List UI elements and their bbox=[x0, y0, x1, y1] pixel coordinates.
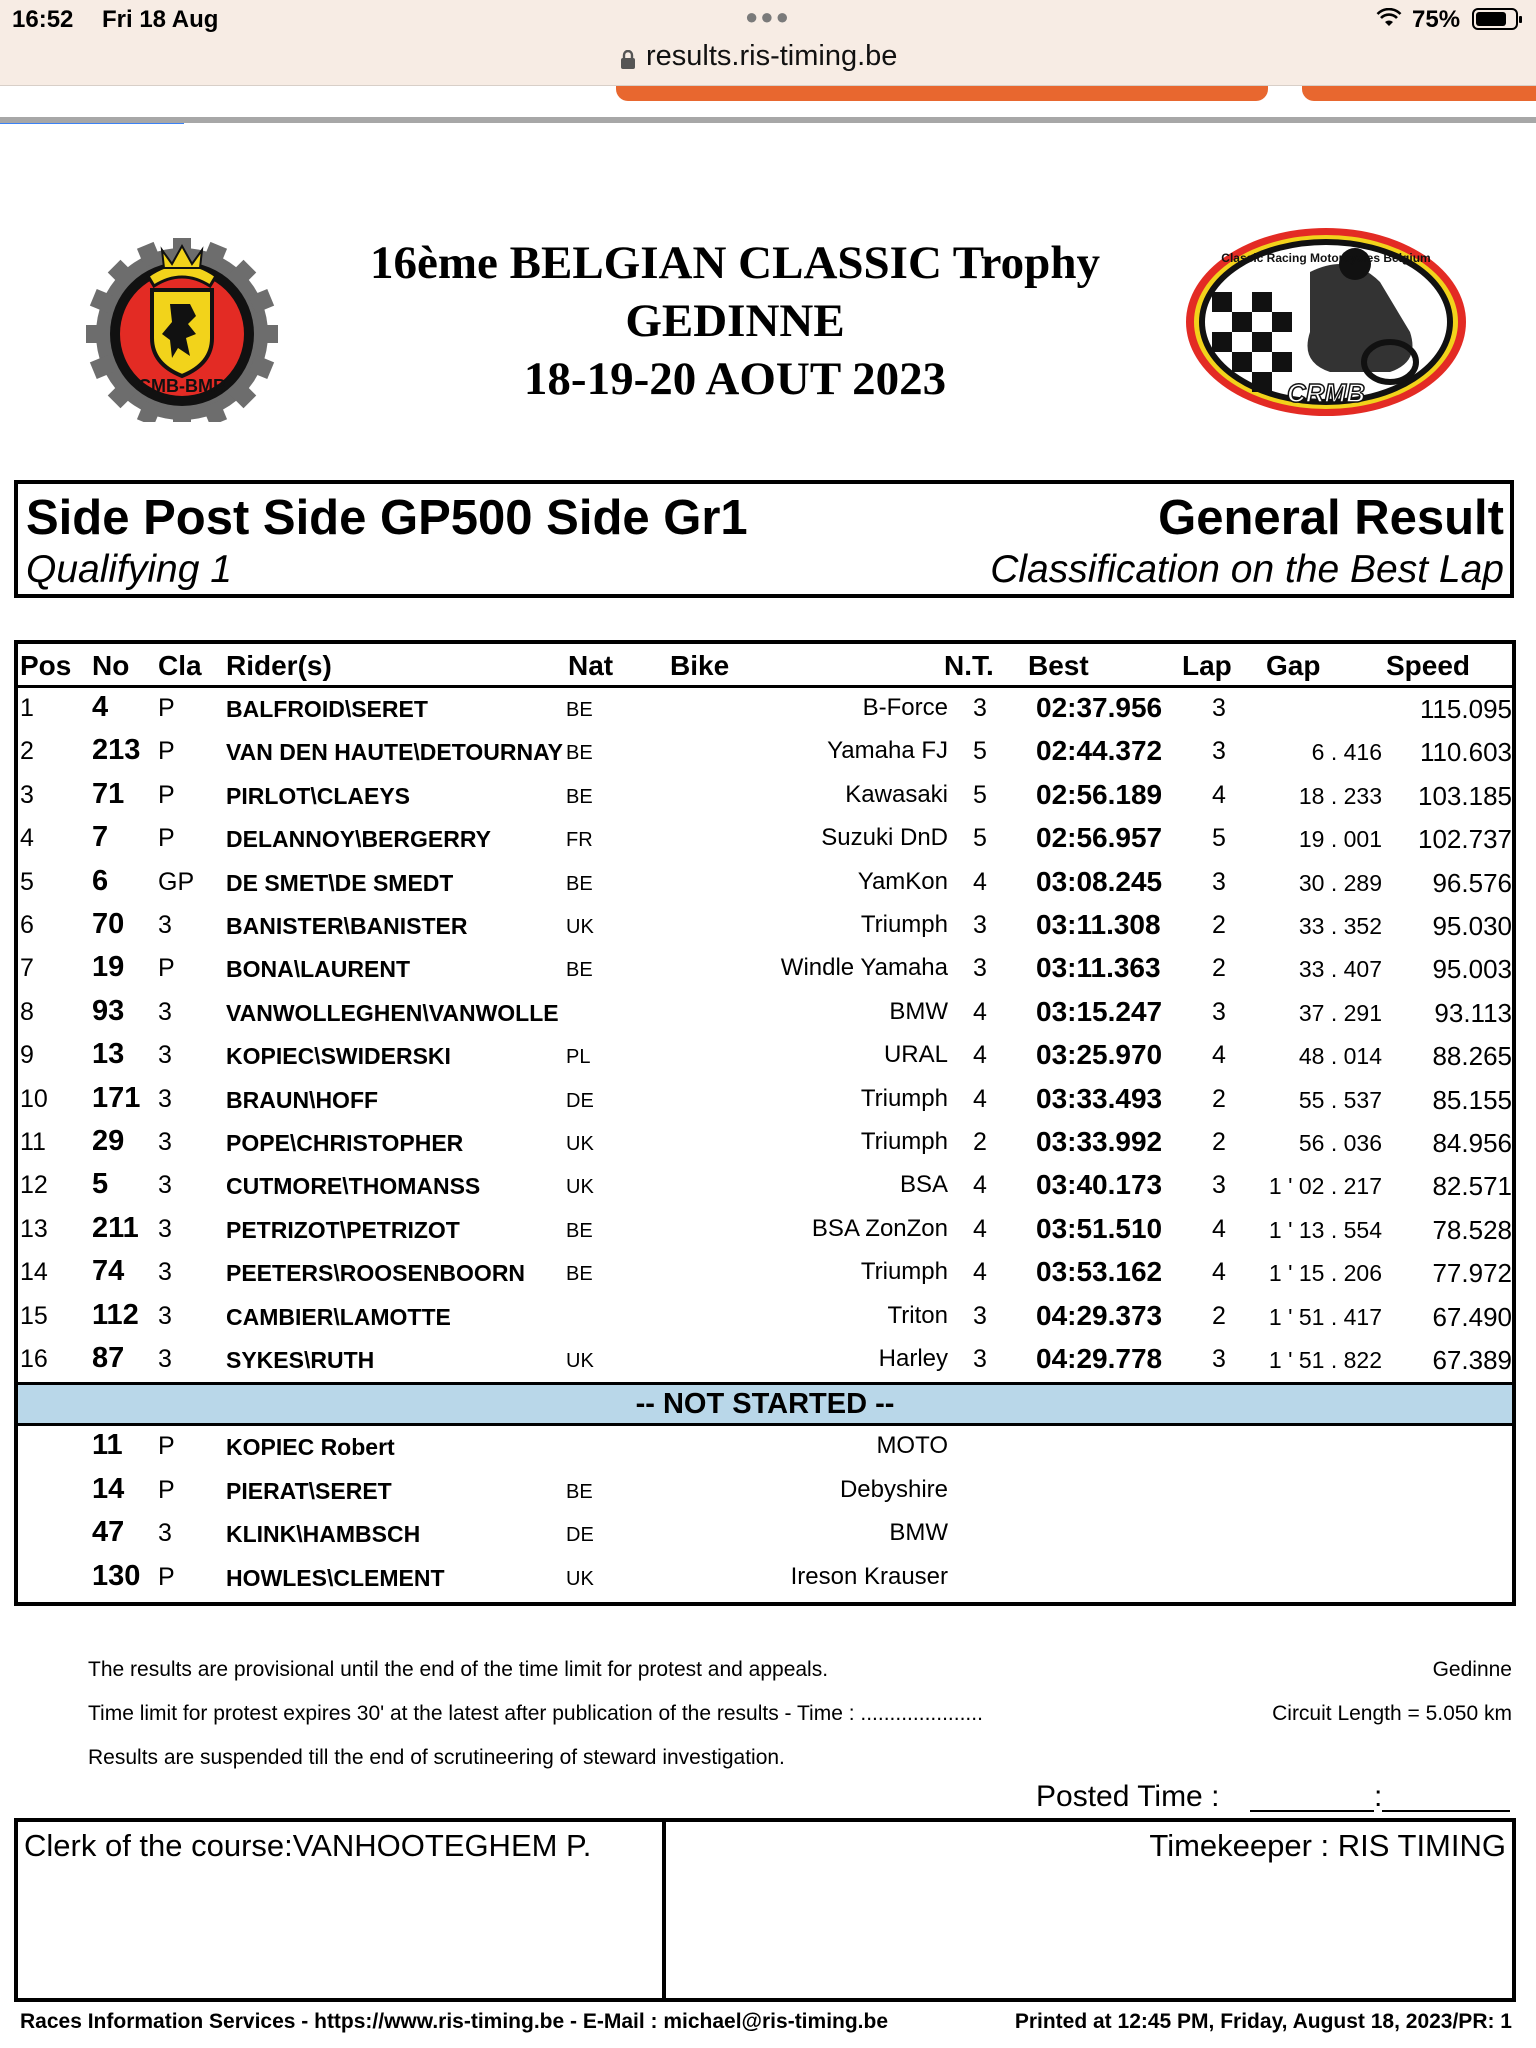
cell-cla: 3 bbox=[158, 1345, 172, 1373]
table-row bbox=[18, 1079, 1512, 1122]
not-started-row bbox=[18, 1426, 1512, 1469]
cell-nat: BE bbox=[566, 959, 593, 982]
cell-gap: 30 . 289 bbox=[1298, 869, 1382, 896]
header-best: Best bbox=[1028, 650, 1089, 681]
battery-percent: 75% bbox=[1412, 6, 1461, 33]
cell-pos: 12 bbox=[20, 1171, 48, 1200]
cell-pos: 2 bbox=[20, 737, 34, 766]
cell-lap: 2 bbox=[1212, 1301, 1226, 1330]
cell-best: 03:53.162 bbox=[1036, 1256, 1163, 1288]
result-type: General Result bbox=[1158, 491, 1504, 545]
cell-bike: MOTO bbox=[876, 1432, 948, 1460]
cell-nt: 3 bbox=[973, 694, 987, 722]
cell-rider: SYKES\RUTH bbox=[226, 1347, 375, 1373]
cell-bike: Triumph bbox=[860, 911, 948, 938]
cell-nat: BE bbox=[566, 785, 593, 808]
url-bar[interactable] bbox=[0, 40, 1536, 86]
not-started-row bbox=[18, 1557, 1512, 1600]
cell-speed: 67.490 bbox=[1432, 1301, 1512, 1332]
cell-gap: 55 . 537 bbox=[1298, 1086, 1382, 1113]
battery-icon bbox=[1472, 8, 1518, 30]
cell-nt: 5 bbox=[973, 824, 987, 853]
cell-no: 211 bbox=[92, 1211, 139, 1244]
circuit-length: Circuit Length = 5.050 km bbox=[1272, 1702, 1512, 1725]
venue: Gedinne bbox=[1432, 1658, 1512, 1681]
cell-cla: GP bbox=[158, 867, 195, 896]
cell-bike: BMW bbox=[889, 997, 948, 1025]
race-name: Side Post Side GP500 Side Gr1 bbox=[26, 491, 748, 545]
cell-no: 112 bbox=[92, 1298, 139, 1331]
table-row bbox=[18, 1122, 1512, 1165]
cell-no: 213 bbox=[92, 734, 141, 767]
table-row bbox=[18, 731, 1512, 774]
cell-nat: UK bbox=[566, 1350, 594, 1372]
cell-best: 04:29.373 bbox=[1036, 1299, 1163, 1331]
table-row bbox=[18, 688, 1512, 731]
header-cla: Cla bbox=[158, 650, 202, 681]
cell-nt: 5 bbox=[973, 737, 987, 766]
cell-nt: 4 bbox=[973, 1041, 987, 1070]
cell-best: 04:29.778 bbox=[1036, 1343, 1163, 1374]
posted-time-minutes-blank bbox=[1382, 1810, 1510, 1812]
header-speed: Speed bbox=[1386, 650, 1471, 681]
cell-no: 87 bbox=[92, 1342, 125, 1374]
table-row bbox=[18, 1296, 1512, 1339]
cell-best: 03:40.173 bbox=[1036, 1169, 1163, 1201]
cell-bike: Harley bbox=[878, 1345, 948, 1372]
cell-rider: KOPIEC\SWIDERSKI bbox=[226, 1043, 451, 1070]
cmb-bmb-logo bbox=[86, 222, 278, 422]
cell-rider: BANISTER\BANISTER bbox=[226, 913, 468, 939]
cell-speed: 77.972 bbox=[1432, 1258, 1512, 1289]
cell-pos: 1 bbox=[20, 694, 34, 722]
cell-lap: 2 bbox=[1212, 954, 1226, 983]
clerk-of-course: Clerk of the course:VANHOOTEGHEM P. bbox=[24, 1828, 592, 1863]
cell-speed: 85.155 bbox=[1432, 1084, 1512, 1115]
event-title-line-3: 18-19-20 AOUT 2023 bbox=[523, 353, 947, 405]
not-started-row bbox=[18, 1470, 1512, 1513]
cell-bike: Triton bbox=[887, 1301, 948, 1329]
header-bike: Bike bbox=[670, 650, 730, 681]
cell-pos: 10 bbox=[20, 1084, 48, 1113]
cell-nt: 4 bbox=[973, 1084, 987, 1113]
table-row bbox=[18, 775, 1512, 818]
cell-pos: 14 bbox=[20, 1258, 48, 1287]
cell-cla: P bbox=[158, 1562, 175, 1591]
cell-nat: FR bbox=[566, 829, 593, 852]
cell-best: 03:15.247 bbox=[1036, 995, 1163, 1027]
cell-nt: 5 bbox=[973, 780, 987, 809]
cell-lap: 3 bbox=[1212, 694, 1226, 722]
cell-rider: VAN DEN HAUTE\DETOURNAY bbox=[226, 739, 563, 766]
posted-time-hours-blank bbox=[1250, 1810, 1374, 1812]
cell-pos: 11 bbox=[20, 1128, 46, 1156]
cell-gap: 1 ' 13 . 554 bbox=[1268, 1216, 1382, 1243]
url-text[interactable]: results.ris-timing.be bbox=[646, 40, 898, 72]
lock-icon bbox=[620, 50, 636, 70]
not-started-row bbox=[18, 1513, 1512, 1556]
cell-cla: 3 bbox=[158, 1519, 172, 1548]
cell-rider: BRAUN\HOFF bbox=[226, 1086, 379, 1113]
table-row bbox=[18, 1339, 1512, 1382]
cell-lap: 2 bbox=[1212, 1128, 1226, 1156]
cell-nat: BE bbox=[566, 699, 593, 721]
cell-no: 171 bbox=[92, 1081, 141, 1114]
cell-rider: HOWLES\CLEMENT bbox=[226, 1564, 445, 1591]
cell-best: 03:11.308 bbox=[1036, 909, 1161, 940]
classification-method: Classification on the Best Lap bbox=[990, 548, 1504, 591]
header-lap: Lap bbox=[1182, 650, 1232, 681]
cell-no: 6 bbox=[92, 864, 109, 897]
logo-left-text: CMB-BMB bbox=[138, 376, 226, 396]
table-row bbox=[18, 818, 1512, 861]
cell-cla: 3 bbox=[158, 1084, 172, 1113]
cell-no: 130 bbox=[92, 1559, 141, 1592]
cell-best: 03:11.363 bbox=[1036, 952, 1161, 984]
cell-lap: 2 bbox=[1212, 911, 1226, 939]
cell-nat: UK bbox=[566, 1567, 594, 1590]
posted-time-separator: : bbox=[1374, 1780, 1383, 1813]
cell-rider: CUTMORE\THOMANSS bbox=[226, 1173, 481, 1200]
cell-best: 02:44.372 bbox=[1036, 735, 1163, 767]
cell-bike: B-Force bbox=[862, 694, 948, 721]
posted-time-label: Posted Time : bbox=[1036, 1780, 1220, 1813]
cell-nt: 4 bbox=[973, 997, 987, 1026]
event-title-line-1: 16ème BELGIAN CLASSIC Trophy bbox=[370, 237, 1100, 289]
results-table bbox=[14, 640, 1516, 1606]
cell-gap: 56 . 036 bbox=[1298, 1130, 1382, 1156]
timekeeper: Timekeeper : RIS TIMING bbox=[1149, 1828, 1506, 1863]
header-riders: Rider(s) bbox=[226, 650, 332, 681]
cell-pos: 5 bbox=[20, 867, 34, 896]
cell-bike: Debyshire bbox=[839, 1475, 948, 1503]
cell-cla: 3 bbox=[158, 1301, 172, 1330]
multitasking-dots-icon[interactable]: ●●● bbox=[745, 4, 791, 29]
cell-best: 03:33.493 bbox=[1036, 1082, 1163, 1114]
cell-bike: Triumph bbox=[860, 1084, 948, 1112]
cell-rider: PEETERS\ROOSENBOORN bbox=[226, 1260, 526, 1287]
cell-cla: 3 bbox=[158, 1128, 172, 1156]
cell-no: 11 bbox=[92, 1429, 123, 1462]
wifi-icon bbox=[1376, 8, 1402, 28]
cell-best: 02:56.189 bbox=[1036, 778, 1163, 810]
cell-rider: CAMBIER\LAMOTTE bbox=[226, 1303, 451, 1330]
cell-rider: PETRIZOT\PETRIZOT bbox=[226, 1216, 460, 1243]
cell-speed: 84.956 bbox=[1432, 1128, 1512, 1158]
cell-gap: 1 ' 15 . 206 bbox=[1268, 1260, 1382, 1287]
cell-gap: 1 ' 51 . 822 bbox=[1268, 1347, 1382, 1373]
header-no: No bbox=[92, 650, 130, 681]
cell-gap: 19 . 001 bbox=[1298, 826, 1382, 853]
table-row bbox=[18, 948, 1512, 991]
site-nav-tab[interactable] bbox=[616, 86, 1268, 101]
cell-nat: BE bbox=[566, 1219, 593, 1242]
cell-lap: 4 bbox=[1212, 780, 1226, 809]
table-row bbox=[18, 1209, 1512, 1252]
table-row bbox=[18, 862, 1512, 905]
cell-lap: 3 bbox=[1212, 997, 1226, 1026]
header-nt: N.T. bbox=[944, 650, 994, 681]
cell-nt: 3 bbox=[973, 1301, 987, 1330]
not-started-divider: -- NOT STARTED -- bbox=[18, 1382, 1512, 1426]
logo-right-text-top: Classic Racing Motorcycles Belgium bbox=[1221, 251, 1431, 265]
cell-lap: 4 bbox=[1212, 1214, 1226, 1243]
cell-no: 93 bbox=[92, 994, 125, 1027]
cell-nat: BE bbox=[566, 742, 593, 765]
cell-bike: Triumph bbox=[860, 1258, 948, 1286]
cell-nat: BE bbox=[566, 1263, 593, 1286]
status-date: Fri 18 Aug bbox=[102, 6, 219, 33]
cell-speed: 110.603 bbox=[1419, 737, 1512, 768]
header-nat: Nat bbox=[568, 650, 614, 681]
footer-credits: Races Information Services - https://www.ris-timing.be - E-Mail : michael@ris-timing.be bbox=[20, 2010, 889, 2033]
header-gap: Gap bbox=[1266, 650, 1321, 681]
cell-rider: PIRLOT\CLAEYS bbox=[226, 782, 411, 809]
site-nav-tab-2[interactable] bbox=[1302, 86, 1536, 101]
cell-nt: 4 bbox=[973, 1171, 987, 1200]
cell-speed: 78.528 bbox=[1432, 1214, 1512, 1245]
cell-bike: BSA ZonZon bbox=[811, 1214, 948, 1242]
signature-divider bbox=[662, 1822, 666, 1998]
cell-best: 02:37.956 bbox=[1036, 692, 1163, 723]
note-provisional: The results are provisional until the end of the time limit for protest and appeals. bbox=[88, 1658, 829, 1681]
cell-cla: P bbox=[158, 954, 175, 983]
note-suspended: Results are suspended till the end of scrutineering of steward investigation. bbox=[88, 1746, 785, 1769]
cell-pos: 16 bbox=[20, 1345, 48, 1373]
status-time: 16:52 bbox=[12, 6, 74, 33]
cell-no: 13 bbox=[92, 1038, 125, 1071]
cell-lap: 3 bbox=[1212, 1345, 1226, 1373]
cell-speed: 67.389 bbox=[1432, 1345, 1512, 1375]
cell-pos: 7 bbox=[20, 954, 34, 983]
cell-cla: 3 bbox=[158, 997, 172, 1026]
cell-pos: 8 bbox=[20, 997, 34, 1026]
cell-speed: 88.265 bbox=[1432, 1041, 1512, 1072]
note-protest-limit: Time limit for protest expires 30' at the latest after publication of the results - Time : ..................... bbox=[88, 1702, 983, 1725]
cell-gap: 1 ' 51 . 417 bbox=[1268, 1303, 1382, 1330]
cell-speed: 96.576 bbox=[1432, 867, 1512, 898]
cell-cla: 3 bbox=[158, 1214, 172, 1243]
cell-lap: 4 bbox=[1212, 1258, 1226, 1287]
cell-rider: DELANNOY\BERGERRY bbox=[226, 826, 491, 853]
cell-speed: 103.185 bbox=[1418, 780, 1512, 811]
cell-bike: Yamaha FJ bbox=[827, 737, 948, 765]
cell-bike: Triumph bbox=[860, 1128, 948, 1155]
cell-no: 5 bbox=[92, 1168, 109, 1201]
signature-box bbox=[14, 1818, 1516, 2002]
cell-rider: BALFROID\SERET bbox=[226, 696, 428, 722]
status-bar bbox=[0, 0, 1536, 40]
race-session: Qualifying 1 bbox=[26, 548, 232, 591]
cell-pos: 6 bbox=[20, 911, 34, 939]
cell-no: 71 bbox=[92, 777, 125, 810]
table-row bbox=[18, 1035, 1512, 1078]
cell-lap: 2 bbox=[1212, 1084, 1226, 1113]
cell-best: 03:25.970 bbox=[1036, 1039, 1163, 1071]
cell-lap: 3 bbox=[1212, 737, 1226, 766]
cell-gap: 48 . 014 bbox=[1298, 1043, 1382, 1070]
cell-lap: 3 bbox=[1212, 867, 1226, 896]
table-row bbox=[18, 992, 1512, 1035]
cell-nt: 3 bbox=[973, 1345, 987, 1373]
cell-cla: P bbox=[158, 1432, 175, 1461]
cell-nat: UK bbox=[566, 916, 594, 938]
cell-pos: 9 bbox=[20, 1041, 34, 1070]
cell-no: 19 bbox=[92, 951, 125, 984]
cell-rider: BONA\LAURENT bbox=[226, 956, 410, 983]
cell-bike: Windle Yamaha bbox=[780, 954, 948, 982]
header-pos: Pos bbox=[20, 650, 72, 681]
cell-no: 4 bbox=[92, 691, 109, 723]
table-row bbox=[18, 905, 1512, 948]
cell-gap: 33 . 407 bbox=[1298, 956, 1382, 983]
cell-best: 03:08.245 bbox=[1036, 865, 1163, 897]
cell-speed: 115.095 bbox=[1419, 694, 1512, 724]
cell-no: 47 bbox=[92, 1516, 125, 1549]
cell-nat: BE bbox=[566, 1480, 593, 1503]
cell-nat: DE bbox=[566, 1524, 594, 1547]
cell-cla: P bbox=[158, 694, 175, 722]
cell-nat: UK bbox=[566, 1133, 594, 1155]
cell-nat: UK bbox=[566, 1176, 594, 1199]
cell-no: 14 bbox=[92, 1472, 125, 1505]
cell-gap: 1 ' 02 . 217 bbox=[1268, 1173, 1382, 1200]
cell-rider: KOPIEC Robert bbox=[226, 1434, 395, 1461]
cell-rider: KLINK\HAMBSCH bbox=[226, 1521, 421, 1548]
cell-best: 02:56.957 bbox=[1036, 822, 1163, 854]
cell-pos: 15 bbox=[20, 1301, 48, 1330]
cell-rider: POPE\CHRISTOPHER bbox=[226, 1130, 464, 1156]
cell-speed: 102.737 bbox=[1418, 824, 1512, 855]
cell-pos: 13 bbox=[20, 1214, 48, 1243]
race-header-box bbox=[14, 480, 1514, 598]
cell-nt: 4 bbox=[973, 867, 987, 896]
cell-rider: DE SMET\DE SMEDT bbox=[226, 869, 454, 896]
cell-cla: P bbox=[158, 1475, 175, 1504]
cell-cla: P bbox=[158, 824, 175, 853]
cell-bike: Kawasaki bbox=[845, 780, 948, 808]
cell-bike: Suzuki DnD bbox=[821, 824, 948, 852]
cell-no: 29 bbox=[92, 1125, 125, 1157]
cell-speed: 82.571 bbox=[1432, 1171, 1512, 1202]
cell-lap: 4 bbox=[1212, 1041, 1226, 1070]
cell-speed: 93.113 bbox=[1434, 997, 1512, 1028]
table-row bbox=[18, 1252, 1512, 1295]
cell-nat: DE bbox=[566, 1089, 594, 1112]
page-divider bbox=[0, 117, 1536, 123]
cell-cla: P bbox=[158, 737, 175, 766]
event-title-line-2: GEDINNE bbox=[625, 295, 845, 347]
logo-right-text-bottom: CRMB bbox=[1287, 378, 1365, 408]
cell-gap: 18 . 233 bbox=[1298, 782, 1382, 809]
cell-nat: PL bbox=[566, 1046, 591, 1069]
cell-pos: 4 bbox=[20, 824, 34, 853]
cell-cla: 3 bbox=[158, 1171, 172, 1200]
footer-printed: Printed at 12:45 PM, Friday, August 18, 2023/PR: 1 bbox=[1014, 2010, 1512, 2033]
cell-best: 03:51.510 bbox=[1036, 1212, 1163, 1244]
table-header bbox=[18, 644, 1512, 688]
cell-bike: BMW bbox=[889, 1519, 948, 1547]
cell-lap: 5 bbox=[1212, 824, 1226, 853]
cell-bike: URAL bbox=[883, 1041, 948, 1069]
cell-bike: Ireson Krauser bbox=[790, 1562, 948, 1590]
cell-gap: 33 . 352 bbox=[1298, 913, 1382, 939]
cell-no: 7 bbox=[92, 821, 109, 854]
cell-rider: PIERAT\SERET bbox=[226, 1477, 392, 1504]
cell-lap: 3 bbox=[1212, 1171, 1226, 1200]
cell-nt: 2 bbox=[973, 1128, 987, 1156]
cell-cla: 3 bbox=[158, 911, 172, 939]
cell-no: 70 bbox=[92, 908, 125, 940]
cell-cla: 3 bbox=[158, 1258, 172, 1287]
cell-bike: YamKon bbox=[857, 867, 948, 895]
cell-speed: 95.003 bbox=[1432, 954, 1512, 985]
cell-nt: 4 bbox=[973, 1258, 987, 1287]
cell-cla: P bbox=[158, 780, 175, 809]
cell-bike: BSA bbox=[899, 1171, 948, 1199]
crmb-logo bbox=[1180, 222, 1472, 422]
cell-nat: BE bbox=[566, 872, 593, 895]
cell-gap: 6 . 416 bbox=[1311, 739, 1382, 766]
cell-no: 74 bbox=[92, 1255, 125, 1288]
cell-speed: 95.030 bbox=[1432, 911, 1512, 941]
cell-pos: 3 bbox=[20, 780, 34, 809]
cell-nt: 3 bbox=[973, 954, 987, 983]
cell-gap: 37 . 291 bbox=[1298, 999, 1382, 1026]
cell-nt: 3 bbox=[973, 911, 987, 939]
cell-rider: VANWOLLEGHEN\VANWOLLE bbox=[226, 999, 559, 1026]
cell-cla: 3 bbox=[158, 1041, 172, 1070]
cell-best: 03:33.992 bbox=[1036, 1126, 1163, 1157]
table-row bbox=[18, 1165, 1512, 1208]
cell-nt: 4 bbox=[973, 1214, 987, 1243]
